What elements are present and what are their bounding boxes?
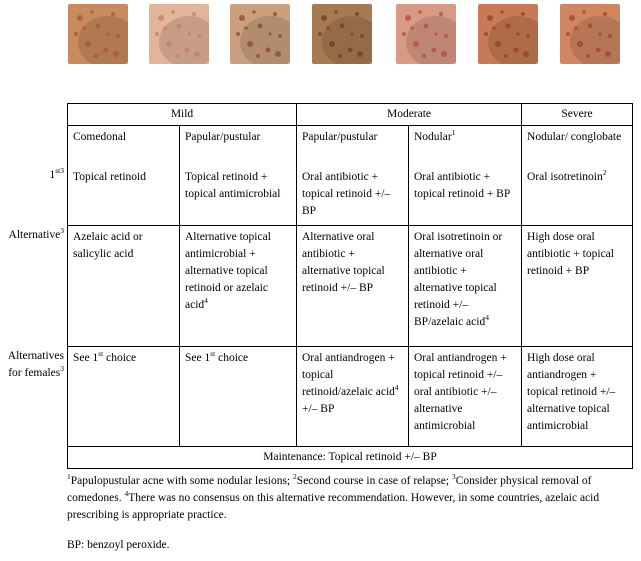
- cell-alt-severe: High dose oral antibiotic + topical retinoid + BP: [522, 226, 633, 347]
- cell-first-comedonal: Topical retinoid: [68, 166, 180, 226]
- acne-photo-profile-severe: [560, 4, 620, 64]
- table-row-maintenance: [68, 447, 633, 469]
- cell-fem-papular-mild: See 1st choice: [180, 347, 297, 447]
- cell-alt-papular-mild: Alternative topical antimicrobial + alternative topical retinoid or azelaic acid$^4$: [180, 226, 297, 347]
- maintenance-cell: Maintenance: Topical retinoid +/– BP: [68, 447, 633, 469]
- table-row-first-choice: [68, 166, 633, 226]
- cell-alt-comedonal: Azelaic acid or salicylic acid: [68, 226, 180, 347]
- cell-fem-nodular: Oral antiandrogen + topical retinoid +/– oral antibiotic +/– alternative antimicrobial: [409, 347, 522, 447]
- cell-fem-severe: High dose oral antiandrogen + topical retinoid +/– alternative topical antimicrobial: [522, 347, 633, 447]
- header-moderate: Moderate: [297, 104, 522, 126]
- header-mild: Mild: [68, 104, 297, 126]
- footnote-bp-abbreviation: BP: benzoyl peroxide.: [67, 539, 170, 551]
- acne-photo-cheek-red: [478, 4, 538, 64]
- acne-photo-face-front: [396, 4, 456, 64]
- table-row-alternatives-females: [68, 347, 633, 447]
- cell-first-severe: Oral isotretinoin$^2$: [522, 166, 633, 226]
- cell-first-papular-moderate: Oral antibiotic + topical retinoid +/– BP: [297, 166, 409, 226]
- subheader-comedonal: Comedonal: [68, 126, 180, 166]
- table-row-alternative: [68, 226, 633, 347]
- footnote-3: Consider physical removal of comedones.: [67, 475, 592, 504]
- subtype-header-row: [68, 126, 633, 166]
- subheader-papular-mild: Papular/pustular: [180, 126, 297, 166]
- subheader-conglobate: Nodular/ conglobate: [522, 126, 633, 166]
- footnote-1: Papulopustular acne with some nodular lesions;: [70, 475, 294, 487]
- acne-photo-jaw-profile: [230, 4, 290, 64]
- table-footnotes: [67, 473, 632, 524]
- cell-fem-papular-moderate: Oral antiandrogen + topical retinoid/azelaic acid$^4$ +/– BP: [297, 347, 409, 447]
- footnote-4: There was no consensus on this alternative recommendation. However, in some countries, azelaic acid prescribing is appropriate practice.: [67, 492, 600, 521]
- severity-header-row: [68, 104, 633, 126]
- subheader-papular-moderate: Papular/pustular: [297, 126, 409, 166]
- acne-photo-cheek-dark: [312, 4, 372, 64]
- header-severe: Severe: [522, 104, 633, 126]
- cell-alt-nodular: Oral isotretinoin or alternative oral antibiotic + alternative topical retinoid +/– BP/azelaic acid$^4$: [409, 226, 522, 347]
- footnote-2: Second course in case of relapse;: [296, 475, 452, 487]
- acne-photo-forehead: [68, 4, 128, 64]
- row-label-first-choice: $1^{st3}$: [49, 166, 64, 181]
- row-label-alternatives-females: Alternatives for females$^3$: [7, 350, 64, 379]
- acne-treatment-table: [67, 103, 633, 469]
- row-label-alternative: Alternative$^3$: [8, 226, 64, 241]
- cell-first-nodular: Oral antibiotic + topical retinoid + BP: [409, 166, 522, 226]
- acne-photo-cheek-light: [149, 4, 209, 64]
- cell-first-papular-mild: Topical retinoid + topical antimicrobial: [180, 166, 297, 226]
- cell-fem-comedonal: See 1st choice: [68, 347, 180, 447]
- footnote-paragraph: $^1$Papulopustular acne with some nodular lesions; $^2$Second course in case of relapse; $^3$Consider physical removal of comedones. $^4$There was no consensus on this alternative recommendation. However, in some countries, azelaic acid prescribing is appropriate practice.: [67, 472, 600, 521]
- cell-alt-papular-moderate: Alternative oral antibiotic + alternative topical retinoid +/– BP: [297, 226, 409, 347]
- subheader-nodular: Nodular$^1$: [409, 126, 522, 166]
